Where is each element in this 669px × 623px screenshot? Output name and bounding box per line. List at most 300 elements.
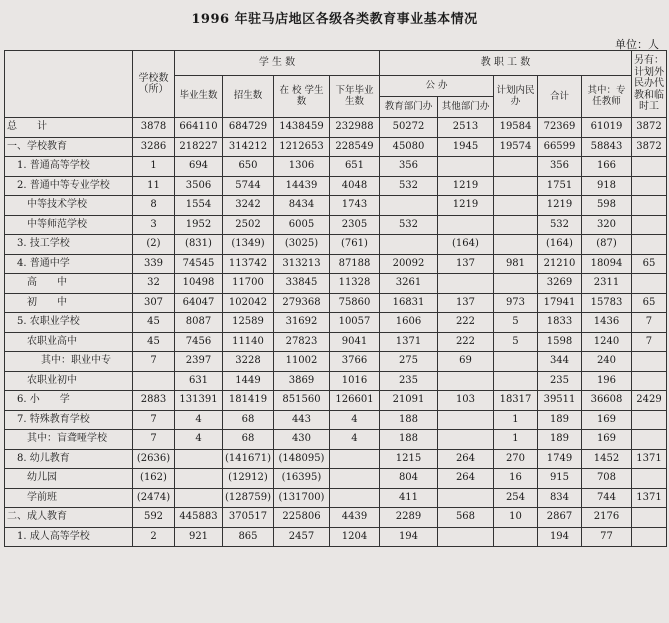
table-cell: (2636) xyxy=(133,449,175,469)
table-row xyxy=(5,469,667,489)
table-cell xyxy=(493,352,537,372)
table-cell: 3242 xyxy=(223,196,274,216)
table-cell: 166 xyxy=(581,157,631,177)
table-cell: 6005 xyxy=(273,215,329,235)
table-cell: 3872 xyxy=(631,137,666,157)
table-cell: 1 xyxy=(133,157,175,177)
table-cell: 9041 xyxy=(329,332,379,352)
table-cell: 307 xyxy=(133,293,175,313)
table-cell xyxy=(329,449,379,469)
table-cell: 3869 xyxy=(273,371,329,391)
table-cell: 2289 xyxy=(379,508,437,528)
table-cell: 279368 xyxy=(273,293,329,313)
table-cell xyxy=(493,371,537,391)
table-cell: 8087 xyxy=(175,313,223,333)
table-cell: 918 xyxy=(581,176,631,196)
table-cell: 2867 xyxy=(537,508,581,528)
table-cell: 45080 xyxy=(379,137,437,157)
table-cell: 650 xyxy=(223,157,274,177)
table-cell: 1743 xyxy=(329,196,379,216)
table-cell: 11002 xyxy=(273,352,329,372)
table-cell: 1751 xyxy=(537,176,581,196)
table-cell: 232988 xyxy=(329,118,379,138)
header-public: 公 办 xyxy=(379,76,493,97)
table-cell: (131700) xyxy=(273,488,329,508)
table-cell: 1554 xyxy=(175,196,223,216)
table-cell: 1204 xyxy=(329,527,379,547)
table-cell: 313213 xyxy=(273,254,329,274)
table-cell xyxy=(493,527,537,547)
table-cell: 1945 xyxy=(437,137,493,157)
header-full-time: 其中：专任教师 xyxy=(581,76,631,118)
table-cell: (164) xyxy=(437,235,493,255)
table-cell: 532 xyxy=(537,215,581,235)
table-cell xyxy=(631,508,666,528)
table-cell: 169 xyxy=(581,430,631,450)
table-cell: 39511 xyxy=(537,391,581,411)
table-cell: 18317 xyxy=(493,391,537,411)
table-cell xyxy=(493,215,537,235)
header-schools: 学校数（所） xyxy=(133,51,175,118)
table-cell: 592 xyxy=(133,508,175,528)
table-cell: 443 xyxy=(273,410,329,430)
row-label: 初 中 xyxy=(5,293,133,313)
table-cell: 356 xyxy=(537,157,581,177)
table-cell: 4048 xyxy=(329,176,379,196)
table-cell: 851560 xyxy=(273,391,329,411)
table-row xyxy=(5,118,667,138)
table-cell xyxy=(133,371,175,391)
table-cell: 1 xyxy=(493,410,537,430)
table-cell: 1749 xyxy=(537,449,581,469)
row-label: 高 中 xyxy=(5,274,133,294)
table-cell: 865 xyxy=(223,527,274,547)
table-cell: 11328 xyxy=(329,274,379,294)
table-cell: 235 xyxy=(537,371,581,391)
table-row xyxy=(5,157,667,177)
row-label: 二、成人教育 xyxy=(5,508,133,528)
table-cell: 8434 xyxy=(273,196,329,216)
row-label: 7. 特殊教育学校 xyxy=(5,410,133,430)
table-cell xyxy=(379,196,437,216)
table-cell: 45 xyxy=(133,332,175,352)
table-cell: 75860 xyxy=(329,293,379,313)
table-cell: 4 xyxy=(329,430,379,450)
table-cell: 2176 xyxy=(581,508,631,528)
table-cell: 2457 xyxy=(273,527,329,547)
table-cell: 4 xyxy=(329,410,379,430)
header-other-dept: 其他部门办 xyxy=(437,97,493,118)
table-cell: 1 xyxy=(493,430,537,450)
table-cell: 225806 xyxy=(273,508,329,528)
table-cell: 1438459 xyxy=(273,118,329,138)
table-cell: 64047 xyxy=(175,293,223,313)
header-students: 学 生 数 xyxy=(175,51,380,76)
document-title: 1996 年驻马店地区各级各类教育事业基本情况 xyxy=(191,12,478,27)
row-label: 农职业初中 xyxy=(5,371,133,391)
unit-label: 单位：人 xyxy=(615,38,659,51)
table-cell: 8 xyxy=(133,196,175,216)
table-cell: 344 xyxy=(537,352,581,372)
table-cell: 87188 xyxy=(329,254,379,274)
table-cell: 275 xyxy=(379,352,437,372)
table-cell: 11700 xyxy=(223,274,274,294)
header-category xyxy=(5,51,133,118)
table-cell: 1371 xyxy=(631,449,666,469)
table-cell: 2883 xyxy=(133,391,175,411)
row-label: 总 计 xyxy=(5,118,133,138)
table-cell: 74545 xyxy=(175,254,223,274)
table-cell xyxy=(437,430,493,450)
table-row xyxy=(5,176,667,196)
table-cell: 113742 xyxy=(223,254,274,274)
table-cell: 4 xyxy=(175,430,223,450)
table-cell: 10498 xyxy=(175,274,223,294)
table-cell: (12912) xyxy=(223,469,274,489)
table-row xyxy=(5,215,667,235)
table-cell: 10 xyxy=(493,508,537,528)
table-row xyxy=(5,449,667,469)
table-cell: 7 xyxy=(631,313,666,333)
row-label: 2. 普通中等专业学校 xyxy=(5,176,133,196)
table-cell: 254 xyxy=(493,488,537,508)
table-row xyxy=(5,391,667,411)
header-in-school: 在 校 学生数 xyxy=(273,76,329,118)
table-row xyxy=(5,488,667,508)
header-enrolled: 招生数 xyxy=(223,76,274,118)
table-row xyxy=(5,410,667,430)
table-cell xyxy=(379,235,437,255)
table-cell: 684729 xyxy=(223,118,274,138)
table-cell: 1371 xyxy=(631,488,666,508)
table-cell: 3286 xyxy=(133,137,175,157)
row-label: 8. 幼儿教育 xyxy=(5,449,133,469)
table-cell: 188 xyxy=(379,410,437,430)
table-cell: 1952 xyxy=(175,215,223,235)
table-cell: 14439 xyxy=(273,176,329,196)
table-cell: (164) xyxy=(537,235,581,255)
table-cell: 664110 xyxy=(175,118,223,138)
table-cell: 1833 xyxy=(537,313,581,333)
table-cell: 339 xyxy=(133,254,175,274)
table-cell: 3766 xyxy=(329,352,379,372)
table-cell: 65 xyxy=(631,254,666,274)
table-cell: 3269 xyxy=(537,274,581,294)
header-edu-dept: 教育部门办 xyxy=(379,97,437,118)
table-cell: 411 xyxy=(379,488,437,508)
table-cell xyxy=(493,196,537,216)
table-cell: 21210 xyxy=(537,254,581,274)
header-total: 合计 xyxy=(537,76,581,118)
table-cell: 320 xyxy=(581,215,631,235)
table-cell xyxy=(437,215,493,235)
table-cell xyxy=(631,215,666,235)
table-cell: (148095) xyxy=(273,449,329,469)
table-cell: 32 xyxy=(133,274,175,294)
table-cell xyxy=(631,430,666,450)
table-cell: 651 xyxy=(329,157,379,177)
table-cell: 744 xyxy=(581,488,631,508)
table-cell: 68 xyxy=(223,410,274,430)
header-row-1 xyxy=(5,51,667,76)
header-extra: 另有：计划外民办代教和临时工 xyxy=(631,51,666,118)
table-cell: (87) xyxy=(581,235,631,255)
table-cell: 17941 xyxy=(537,293,581,313)
table-cell: 102042 xyxy=(223,293,274,313)
table-cell: (162) xyxy=(133,469,175,489)
row-label: 其中：盲聋哑学校 xyxy=(5,430,133,450)
header-next-grad: 下年毕业生数 xyxy=(329,76,379,118)
table-row xyxy=(5,196,667,216)
table-cell: 196 xyxy=(581,371,631,391)
table-row xyxy=(5,137,667,157)
table-row xyxy=(5,254,667,274)
table-cell: 834 xyxy=(537,488,581,508)
table-cell: 58843 xyxy=(581,137,631,157)
row-label: 3. 技工学校 xyxy=(5,235,133,255)
table-cell: 7 xyxy=(133,410,175,430)
table-cell: 3506 xyxy=(175,176,223,196)
table-cell: 430 xyxy=(273,430,329,450)
table-cell: 1452 xyxy=(581,449,631,469)
table-cell: 2513 xyxy=(437,118,493,138)
row-label: 1. 成人高等学校 xyxy=(5,527,133,547)
table-cell: 137 xyxy=(437,293,493,313)
table-cell: 2429 xyxy=(631,391,666,411)
table-cell: (3025) xyxy=(273,235,329,255)
table-cell: 356 xyxy=(379,157,437,177)
table-cell: 915 xyxy=(537,469,581,489)
table-cell xyxy=(175,488,223,508)
table-cell: 103 xyxy=(437,391,493,411)
table-cell: 27823 xyxy=(273,332,329,352)
table-cell: 7 xyxy=(133,352,175,372)
table-cell xyxy=(631,235,666,255)
table-cell: 1371 xyxy=(379,332,437,352)
table-cell xyxy=(493,274,537,294)
table-cell: (16395) xyxy=(273,469,329,489)
table-cell: 194 xyxy=(537,527,581,547)
table-row xyxy=(5,313,667,333)
table-cell: 2 xyxy=(133,527,175,547)
table-cell xyxy=(175,449,223,469)
table-cell: 1598 xyxy=(537,332,581,352)
table-cell: 194 xyxy=(379,527,437,547)
table-cell xyxy=(437,371,493,391)
header-graduates: 毕业生数 xyxy=(175,76,223,118)
table-cell: 1219 xyxy=(437,176,493,196)
table-cell xyxy=(437,488,493,508)
table-cell: 631 xyxy=(175,371,223,391)
table-row xyxy=(5,293,667,313)
row-label: 一、学校教育 xyxy=(5,137,133,157)
table-cell xyxy=(493,157,537,177)
table-cell: 568 xyxy=(437,508,493,528)
table-cell: 36608 xyxy=(581,391,631,411)
table-cell: (2474) xyxy=(133,488,175,508)
table-cell xyxy=(631,371,666,391)
table-cell xyxy=(631,527,666,547)
table-cell: 1240 xyxy=(581,332,631,352)
table-cell: 1219 xyxy=(537,196,581,216)
table-cell: 189 xyxy=(537,410,581,430)
table-row xyxy=(5,508,667,528)
row-label: 农职业高中 xyxy=(5,332,133,352)
table-cell: 72369 xyxy=(537,118,581,138)
table-cell xyxy=(437,527,493,547)
table-cell xyxy=(329,469,379,489)
table-cell: 5744 xyxy=(223,176,274,196)
table-row xyxy=(5,527,667,547)
table-cell: 68 xyxy=(223,430,274,450)
table-cell xyxy=(493,176,537,196)
table-cell: 235 xyxy=(379,371,437,391)
table-cell xyxy=(631,157,666,177)
table-cell: 15783 xyxy=(581,293,631,313)
row-label: 1. 普通高等学校 xyxy=(5,157,133,177)
table-cell: 1016 xyxy=(329,371,379,391)
table-cell: 137 xyxy=(437,254,493,274)
table-cell: 694 xyxy=(175,157,223,177)
table-row xyxy=(5,235,667,255)
table-cell: 16 xyxy=(493,469,537,489)
table-cell: (1349) xyxy=(223,235,274,255)
table-cell: 5 xyxy=(493,332,537,352)
table-cell: 131391 xyxy=(175,391,223,411)
table-cell: 222 xyxy=(437,313,493,333)
table-cell: 1436 xyxy=(581,313,631,333)
table-cell: (831) xyxy=(175,235,223,255)
table-row xyxy=(5,274,667,294)
table-cell: 3228 xyxy=(223,352,274,372)
table-cell: 50272 xyxy=(379,118,437,138)
row-label: 其中：职业中专 xyxy=(5,352,133,372)
table-cell: 10057 xyxy=(329,313,379,333)
row-label: 中等师范学校 xyxy=(5,215,133,235)
table-cell: 61019 xyxy=(581,118,631,138)
table-cell xyxy=(329,488,379,508)
table-cell: 228549 xyxy=(329,137,379,157)
row-label: 学前班 xyxy=(5,488,133,508)
table-cell: 19574 xyxy=(493,137,537,157)
row-label: 中等技术学校 xyxy=(5,196,133,216)
table-cell: 598 xyxy=(581,196,631,216)
table-cell: 1306 xyxy=(273,157,329,177)
table-cell: 1219 xyxy=(437,196,493,216)
table-cell: 532 xyxy=(379,215,437,235)
table-cell xyxy=(437,157,493,177)
table-cell: 21091 xyxy=(379,391,437,411)
table-cell: 921 xyxy=(175,527,223,547)
table-cell: 2502 xyxy=(223,215,274,235)
table-cell: 1215 xyxy=(379,449,437,469)
table-cell xyxy=(631,176,666,196)
table-cell: (761) xyxy=(329,235,379,255)
table-cell: (2) xyxy=(133,235,175,255)
table-cell: 169 xyxy=(581,410,631,430)
table-cell xyxy=(175,469,223,489)
table-cell: 264 xyxy=(437,449,493,469)
table-cell: 33845 xyxy=(273,274,329,294)
table-cell: 264 xyxy=(437,469,493,489)
table-cell: 445883 xyxy=(175,508,223,528)
table-cell: 708 xyxy=(581,469,631,489)
table-cell xyxy=(631,469,666,489)
table-cell xyxy=(631,352,666,372)
table-cell: 126601 xyxy=(329,391,379,411)
table-cell: 2397 xyxy=(175,352,223,372)
table-cell: 7456 xyxy=(175,332,223,352)
table-cell: 222 xyxy=(437,332,493,352)
table-cell: 3261 xyxy=(379,274,437,294)
table-row xyxy=(5,332,667,352)
table-cell: 3 xyxy=(133,215,175,235)
table-cell: 270 xyxy=(493,449,537,469)
table-cell: 2311 xyxy=(581,274,631,294)
table-cell: 19584 xyxy=(493,118,537,138)
table-row xyxy=(5,352,667,372)
table-cell: 3872 xyxy=(631,118,666,138)
table-cell: (141671) xyxy=(223,449,274,469)
table-cell: 1606 xyxy=(379,313,437,333)
table-cell xyxy=(493,235,537,255)
table-row xyxy=(5,371,667,391)
table-cell: 1212653 xyxy=(273,137,329,157)
table-cell: 181419 xyxy=(223,391,274,411)
table-cell xyxy=(631,410,666,430)
table-cell: 77 xyxy=(581,527,631,547)
table-cell: 11140 xyxy=(223,332,274,352)
table-cell: 5 xyxy=(493,313,537,333)
table-row xyxy=(5,430,667,450)
table-cell: 66599 xyxy=(537,137,581,157)
table-cell: 189 xyxy=(537,430,581,450)
table-cell: 18094 xyxy=(581,254,631,274)
table-cell: 2305 xyxy=(329,215,379,235)
table-cell: 16831 xyxy=(379,293,437,313)
table-cell: 4439 xyxy=(329,508,379,528)
table-cell: 4 xyxy=(175,410,223,430)
row-label: 6. 小 学 xyxy=(5,391,133,411)
header-staff: 教 职 工 数 xyxy=(379,51,631,76)
table-cell: 314212 xyxy=(223,137,274,157)
table-cell: 69 xyxy=(437,352,493,372)
table-cell xyxy=(437,274,493,294)
table-cell xyxy=(437,410,493,430)
table-cell: 7 xyxy=(133,430,175,450)
table-cell: 973 xyxy=(493,293,537,313)
table-cell: 45 xyxy=(133,313,175,333)
row-label: 4. 普通中学 xyxy=(5,254,133,274)
table-cell: 532 xyxy=(379,176,437,196)
row-label: 幼儿园 xyxy=(5,469,133,489)
table-cell: 240 xyxy=(581,352,631,372)
table-cell: 65 xyxy=(631,293,666,313)
table-cell: 11 xyxy=(133,176,175,196)
table-cell: 20092 xyxy=(379,254,437,274)
table-cell xyxy=(631,196,666,216)
table-cell: 218227 xyxy=(175,137,223,157)
table-cell: 370517 xyxy=(223,508,274,528)
header-planned-private: 计划内民办 xyxy=(493,76,537,118)
table-cell: 981 xyxy=(493,254,537,274)
table-cell: 804 xyxy=(379,469,437,489)
table-cell: 3878 xyxy=(133,118,175,138)
table-cell: 7 xyxy=(631,332,666,352)
education-statistics-table xyxy=(4,50,667,547)
table-cell xyxy=(631,274,666,294)
table-body xyxy=(5,118,667,547)
